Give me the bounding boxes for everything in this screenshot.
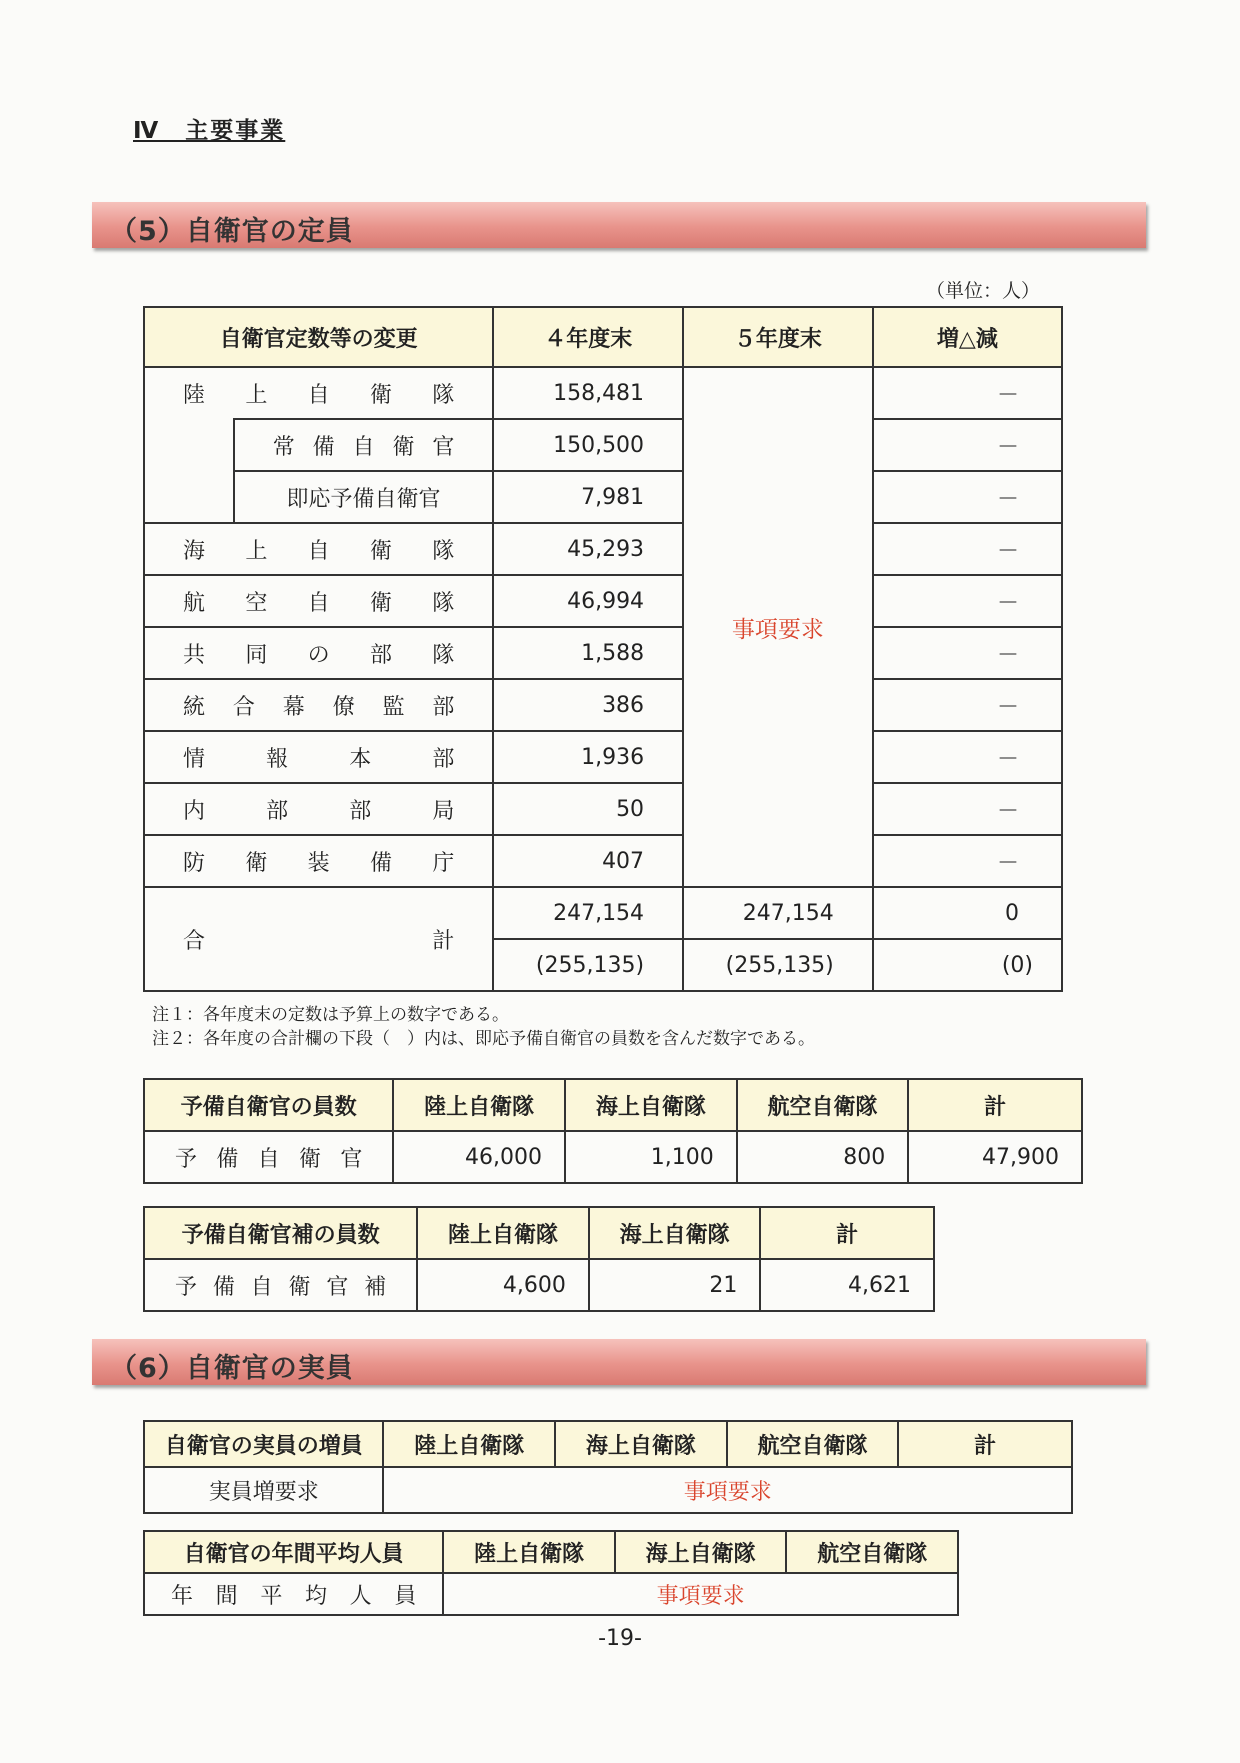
t2-header: 予備自衛官の員数 [144,1079,393,1131]
t3-header: 計 [760,1207,934,1259]
row-value: 386 [493,679,683,731]
t2-header: 計 [908,1079,1082,1131]
row-diff: － [873,627,1062,679]
row-label: 航空自衛隊 [144,575,493,627]
unit-label: （単位：人） [925,280,1040,302]
total-y5-incl: (255,135) [683,939,873,991]
row-value: 158,481 [493,367,683,419]
row-label: 防衛装備庁 [144,835,493,887]
t2-header: 海上自衛隊 [565,1079,737,1131]
row-diff: － [873,575,1062,627]
row-value: 150,500 [493,419,683,471]
t2-cell: 1,100 [565,1131,737,1183]
t2-label: 予備自衛官 [144,1131,393,1183]
section-5-bar [92,202,1146,248]
t3-header: 予備自衛官補の員数 [144,1207,417,1259]
row-value: 45,293 [493,523,683,575]
section-5-title: （5）自衛官の定員 [110,216,354,247]
page-number: -19- [598,1626,642,1651]
t5-header: 自衛官の年間平均人員 [144,1531,443,1573]
t4-header: 陸上自衛隊 [383,1421,555,1467]
t2-header: 航空自衛隊 [737,1079,909,1131]
row-diff: － [873,419,1062,471]
t4-header: 自衛官の実員の増員 [144,1421,383,1467]
row-diff: － [873,679,1062,731]
total-y4: 247,154 [493,887,683,939]
chapter-heading: Ⅳ 主要事業 [133,118,286,144]
row-diff: － [873,731,1062,783]
annual-average-table [143,1530,959,1616]
row-diff: － [873,523,1062,575]
t4-header: 海上自衛隊 [555,1421,727,1467]
t1-header-diff: 増△減 [873,307,1062,367]
row-diff: － [873,471,1062,523]
t3-header: 陸上自衛隊 [417,1207,589,1259]
t3-header: 海上自衛隊 [589,1207,761,1259]
t4-pending: 事項要求 [383,1467,1072,1513]
row-value: 50 [493,783,683,835]
row-diff: － [873,783,1062,835]
t2-cell: 47,900 [908,1131,1082,1183]
actual-increase-table [143,1420,1073,1514]
row-label: 即応予備自衛官 [234,471,494,523]
row-diff: － [873,367,1062,419]
section-6-bar [92,1339,1146,1385]
row-label: 内部部局 [144,783,493,835]
row-label: 海上自衛隊 [144,523,493,575]
row-value: 1,936 [493,731,683,783]
t3-cell: 4,621 [760,1259,934,1311]
total-y5: 247,154 [683,887,873,939]
total-diff-incl: (0) [873,939,1062,991]
t4-header: 計 [898,1421,1072,1467]
total-label: 合 計 [144,887,493,991]
t5-header: 陸上自衛隊 [443,1531,615,1573]
t4-label: 実員増要求 [144,1467,383,1513]
t3-label: 予備自衛官補 [144,1259,417,1311]
row-value: 46,994 [493,575,683,627]
reserve-candidate-table [143,1206,935,1312]
t1-header-y5: ５年度末 [683,307,873,367]
total-y4-incl: (255,135) [493,939,683,991]
t5-pending: 事項要求 [443,1573,958,1615]
t1-header-y4: ４年度末 [493,307,683,367]
row-label: 常備自衛官 [234,419,494,471]
note-2: 注２：各年度の合計欄の下段（ ）内は、即応予備自衛官の員数を含んだ数字である。 [152,1029,815,1049]
t1-header-item: 自衛官定数等の変更 [144,307,493,367]
section-6-title: （6）自衛官の実員 [110,1353,354,1384]
row-label: 情報本部 [144,731,493,783]
row-diff: － [873,835,1062,887]
t5-label: 年間平均人員 [144,1573,443,1615]
row-value: 407 [493,835,683,887]
total-diff: 0 [873,887,1062,939]
t2-cell: 46,000 [393,1131,565,1183]
row-label: 陸上自衛隊 [144,367,493,419]
row-label: 統合幕僚監部 [144,679,493,731]
t3-cell: 4,600 [417,1259,589,1311]
row-value: 7,981 [493,471,683,523]
row-value: 1,588 [493,627,683,679]
t2-cell: 800 [737,1131,909,1183]
t5-header: 航空自衛隊 [786,1531,958,1573]
quota-table [143,306,1063,992]
indent-spacer [144,419,234,523]
row-label: 共同の部隊 [144,627,493,679]
y5-pending: 事項要求 [683,367,873,887]
t2-header: 陸上自衛隊 [393,1079,565,1131]
t5-header: 海上自衛隊 [615,1531,787,1573]
t4-header: 航空自衛隊 [727,1421,899,1467]
t3-cell: 21 [589,1259,761,1311]
reserve-table [143,1078,1083,1184]
note-1: 注１：各年度末の定数は予算上の数字である。 [152,1005,509,1025]
